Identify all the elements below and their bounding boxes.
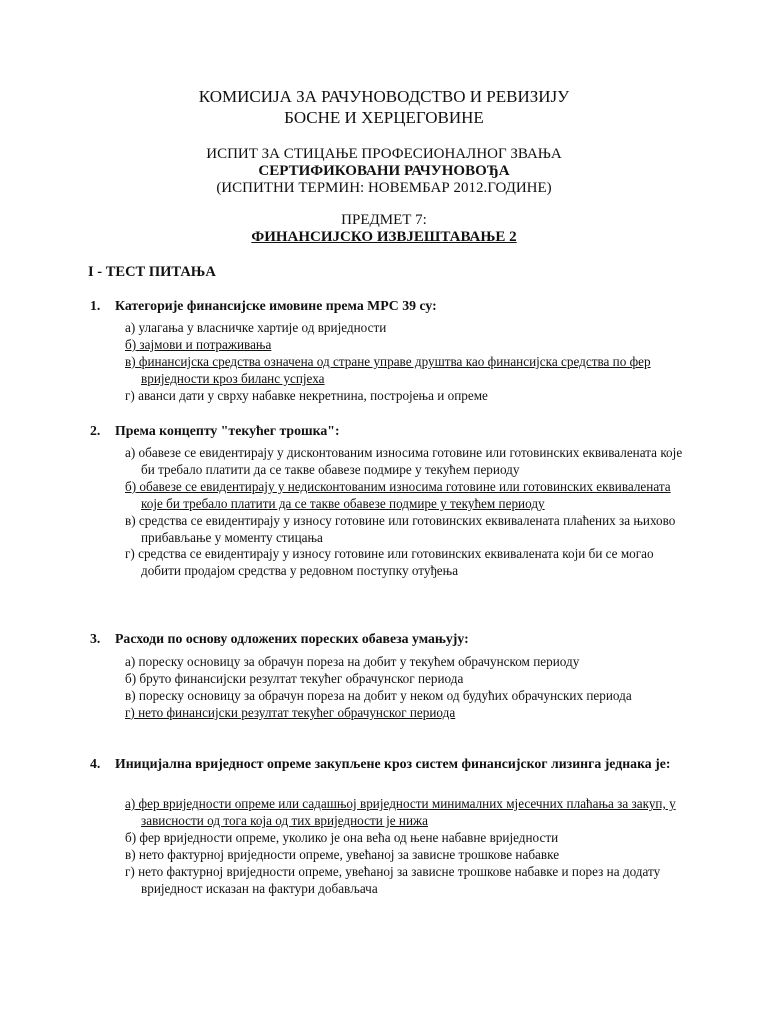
answer-label: а) bbox=[125, 796, 136, 811]
answer-text: пореску основицу за обрачун пореза на добит у текућем обрачунском периоду bbox=[138, 654, 580, 669]
answer-2c bbox=[125, 513, 685, 547]
exam-term: (ИСПИТНИ ТЕРМИН: НОВЕМБАР 2012.ГОДИНЕ) bbox=[216, 180, 552, 196]
answer-label: в) bbox=[125, 687, 136, 703]
question-number: 1. bbox=[90, 298, 101, 313]
answer-4d bbox=[125, 864, 685, 898]
answer-1d bbox=[125, 388, 685, 405]
commission-country: БОСНЕ И ХЕРЦЕГОВИНЕ bbox=[284, 108, 484, 127]
answer-4a bbox=[125, 796, 685, 830]
question-text: Категорије финансијске имовине према МРС 39 су: bbox=[115, 298, 437, 313]
answer-text: фер вриједности опреме или садашњој вриједности минималних мјесечних плаћања за закуп, у зависности од тога која од тих вриједности је нижа bbox=[138, 796, 676, 828]
answer-text: обавезе се евидентирају у дисконтованим износима готовине или готовинских еквивалената које би требало платити да се такве обавезе подмире у текућем периоду bbox=[138, 445, 683, 477]
answer-text: фер вриједности опреме, уколико је она већа од њене набавне вриједности bbox=[139, 829, 559, 845]
answer-label: г) bbox=[125, 387, 135, 403]
answer-text: улагања у власничке хартије од вриједности bbox=[138, 320, 387, 335]
answer-2a bbox=[125, 445, 685, 479]
question-3 bbox=[90, 630, 686, 647]
exam-title: ИСПИТ ЗА СТИЦАЊЕ ПРОФЕСИОНАЛНОГ ЗВАЊА bbox=[206, 146, 562, 162]
answer-text: нето фактурној вриједности опреме, увећаној за зависне трошкове набавке и порез на додату вриједност исказан на фактури добављача bbox=[138, 863, 661, 896]
answer-4b bbox=[125, 830, 685, 847]
answer-3a bbox=[125, 654, 685, 671]
answer-text: финансијска средства означена од стране управе друштва као финансијска средства по фер вриједности кроз биланс успјеха bbox=[138, 353, 651, 386]
question-text: Иницијална вриједност опреме закупљене кроз систем финансијског лизинга једнака је: bbox=[115, 756, 671, 771]
answer-3c bbox=[125, 688, 685, 705]
answer-label: б) bbox=[125, 336, 137, 352]
answer-text: средства се евидентирају у износу готовине или готовинских еквивалената плаћених за њихово прибављање у моменту стицања bbox=[138, 512, 676, 545]
answer-label: г) bbox=[125, 863, 135, 879]
question-text: Расходи по основу одложених пореских обавеза умањују: bbox=[115, 631, 469, 646]
answer-2d bbox=[125, 546, 685, 580]
question-number: 2. bbox=[90, 423, 101, 438]
answer-label: г) bbox=[125, 704, 135, 720]
answer-label: в) bbox=[125, 353, 136, 369]
answers-1 bbox=[125, 320, 685, 405]
commission-header bbox=[0, 86, 768, 128]
answer-1a bbox=[125, 320, 685, 337]
subject-number: ПРЕДМЕТ 7: bbox=[341, 212, 427, 228]
question-2 bbox=[90, 422, 686, 439]
answers-4 bbox=[125, 796, 685, 897]
answer-text: нето финансијски резултат текућег обрачунског периода bbox=[138, 704, 456, 720]
answer-3d bbox=[125, 705, 685, 722]
answer-text: зајмови и потраживања bbox=[139, 336, 272, 352]
answer-label: б) bbox=[125, 670, 137, 686]
question-number: 3. bbox=[90, 631, 101, 646]
section-title: I - ТЕСТ ПИТАЊА bbox=[88, 264, 216, 280]
answers-2 bbox=[125, 445, 685, 580]
answer-3b bbox=[125, 671, 685, 688]
answer-2b bbox=[125, 479, 685, 513]
answer-text: аванси дати у сврху набавке некретнина, постројења и опреме bbox=[138, 387, 488, 403]
answer-text: обавезе се евидентирају у недисконтованим износима готовине или готовинских еквивалената које би требало платити да се такве обавезе подмире у текућем периоду bbox=[139, 478, 671, 511]
subject-title: ФИНАНСИЈСКО ИЗВЈЕШТАВАЊЕ 2 bbox=[251, 229, 517, 245]
answer-label: б) bbox=[125, 829, 137, 845]
answer-1c bbox=[125, 354, 685, 388]
answer-label: б) bbox=[125, 478, 137, 494]
exam-certificate: СЕРТИФИКОВАНИ РАЧУНОВОЂА bbox=[258, 163, 510, 179]
question-text: Према концепту "текућег трошка": bbox=[115, 423, 340, 438]
answers-3 bbox=[125, 654, 685, 722]
answer-text: нето фактурној вриједности опреме, увећаној за зависне трошкове набавке bbox=[138, 846, 560, 862]
answer-label: в) bbox=[125, 512, 136, 528]
question-4 bbox=[90, 755, 686, 772]
answer-label: а) bbox=[125, 445, 136, 460]
answer-1b bbox=[125, 337, 685, 354]
answer-label: а) bbox=[125, 320, 136, 335]
answer-label: г) bbox=[125, 546, 135, 562]
question-1 bbox=[90, 297, 686, 314]
subject-header bbox=[0, 212, 768, 246]
answer-label: в) bbox=[125, 846, 136, 862]
answer-text: средства се евидентирају у износу готовине или готовинских еквивалената који би се могао добити продајом средства у редовном поступку отуђења bbox=[138, 546, 654, 579]
answer-label: а) bbox=[125, 654, 136, 669]
exam-header bbox=[0, 146, 768, 197]
commission-name: КОМИСИЈА ЗА РАЧУНОВОДСТВО И РЕВИЗИЈУ bbox=[198, 87, 570, 106]
question-number: 4. bbox=[90, 756, 101, 771]
answer-text: пореску основицу за обрачун пореза на добит у неком од будућих обрачунских периода bbox=[138, 687, 632, 703]
answer-4c bbox=[125, 847, 685, 864]
answer-text: бруто финансијски резултат текућег обрачунског периода bbox=[139, 670, 464, 686]
